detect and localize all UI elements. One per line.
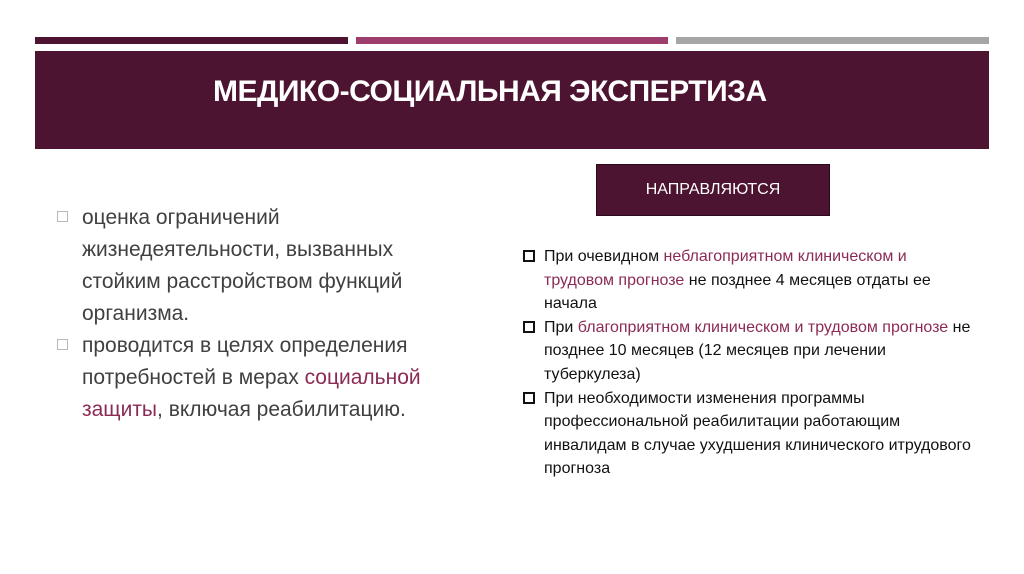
right-item-text-end: не позднее 4 месяцев отдаты ее начала bbox=[544, 271, 931, 313]
checkbox-bullet-icon bbox=[523, 392, 535, 404]
right-bullet-list bbox=[522, 245, 972, 481]
left-item-text: оценка ограничений жизнедеятельности, вызванных стойким расстройством функций организма. bbox=[82, 206, 403, 325]
right-item-highlight: неблагоприятном клиническом и трудовом прогнозе bbox=[544, 248, 907, 289]
left-item-text-end: , включая реабилитацию. bbox=[157, 398, 406, 421]
top-bar-dark bbox=[35, 37, 348, 44]
left-list-item bbox=[57, 202, 447, 330]
square-bullet-icon bbox=[57, 211, 68, 222]
right-item-text: При необходимости изменения программы профессиональной реабилитации работающим инвалидам в случае ухудшения клинического итрудового прогноза bbox=[544, 389, 971, 478]
slide-title: МЕДИКО-СОЦИАЛЬНАЯ ЭКСПЕРТИЗА bbox=[213, 75, 767, 108]
left-item-highlight: социальной защиты bbox=[82, 366, 421, 421]
right-item-highlight: благоприятном клиническом и трудовом прогнозе bbox=[577, 318, 949, 336]
checkbox-bullet-icon bbox=[523, 250, 535, 262]
directed-label-box bbox=[596, 164, 830, 216]
top-bar-gray bbox=[676, 37, 989, 44]
right-item-text: При bbox=[544, 318, 578, 336]
right-list-item bbox=[522, 387, 972, 481]
left-item-text: проводится в целях определения потребностей в мерах bbox=[82, 334, 408, 389]
right-list-item bbox=[522, 245, 972, 316]
right-item-text: При очевидном bbox=[544, 248, 664, 265]
left-bullet-list bbox=[57, 202, 447, 426]
right-item-text-end: не позднее 10 месяцев (12 месяцев при лечении туберкулеза) bbox=[544, 318, 971, 383]
top-bar-accent bbox=[356, 37, 668, 44]
directed-label: НАПРАВЛЯЮТСЯ bbox=[645, 181, 781, 198]
checkbox-bullet-icon bbox=[523, 321, 535, 333]
right-list-item bbox=[522, 316, 972, 387]
square-bullet-icon bbox=[57, 339, 68, 350]
left-list-item bbox=[57, 330, 447, 426]
